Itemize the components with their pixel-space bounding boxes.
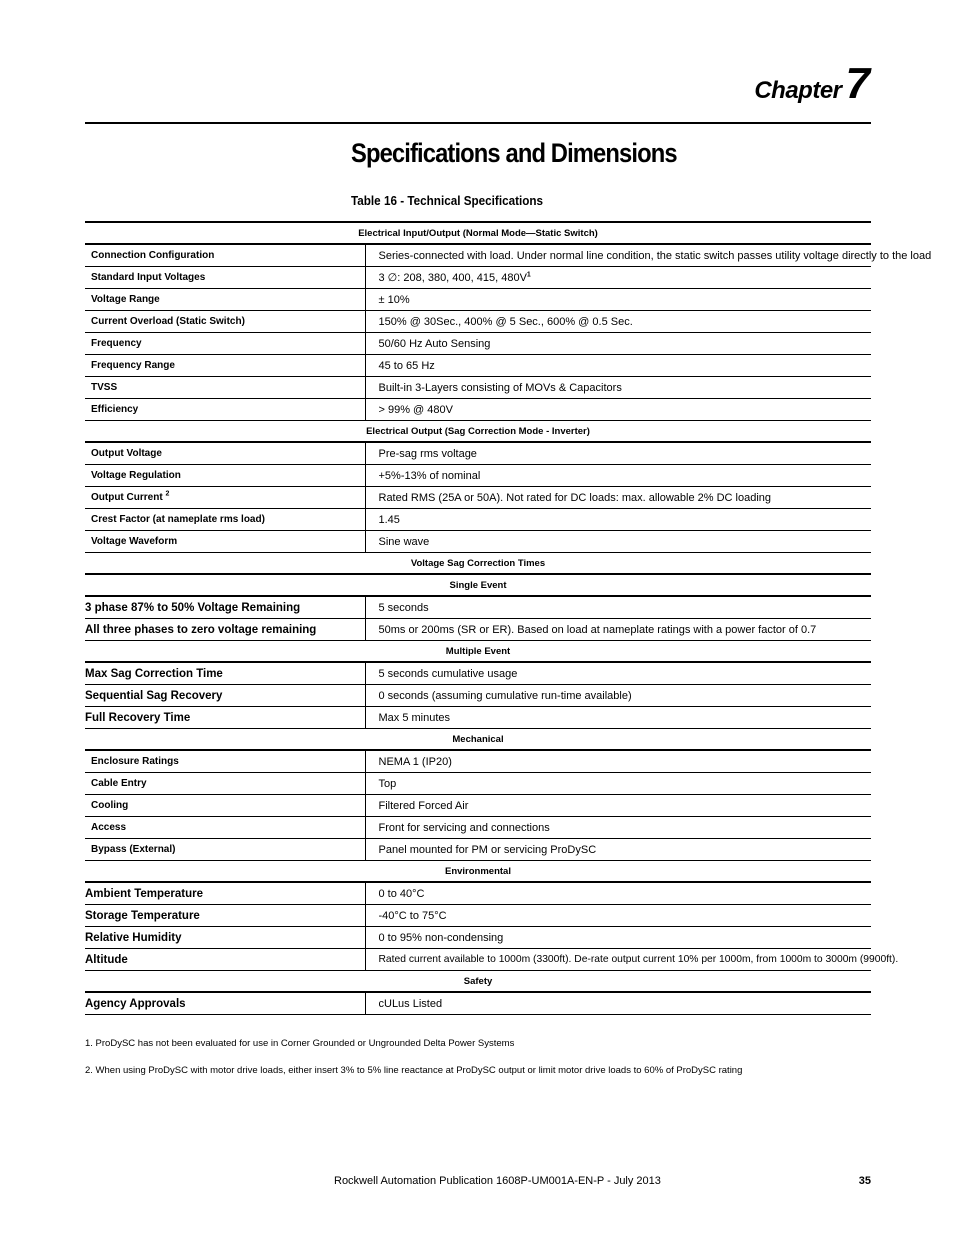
spec-value: Pre-sag rms voltage	[365, 442, 871, 465]
spec-value: Sine wave	[365, 531, 871, 553]
spec-value: 45 to 65 Hz	[365, 355, 871, 377]
publication-info: Rockwell Automation Publication 1608P-UM001A-EN-P - July 2013	[334, 1175, 661, 1187]
spec-label: All three phases to zero voltage remaining	[85, 619, 365, 641]
spec-value-cell	[365, 267, 871, 289]
section-header	[85, 729, 871, 751]
spec-label: Max Sag Correction Time	[85, 662, 365, 685]
spec-label: Sequential Sag Recovery	[85, 685, 365, 707]
spec-label: 3 phase 87% to 50% Voltage Remaining	[85, 596, 365, 619]
table-row	[85, 311, 871, 333]
chapter-number: 7	[845, 59, 870, 108]
spec-value: 0 to 40°C	[365, 882, 871, 905]
spec-value: cULus Listed	[365, 992, 871, 1015]
spec-label: Voltage Regulation	[85, 465, 365, 487]
spec-label: Bypass (External)	[85, 839, 365, 861]
table-row	[85, 596, 871, 619]
table-row	[85, 992, 871, 1015]
table-row	[85, 839, 871, 861]
table-row	[85, 399, 871, 421]
spec-label: Ambient Temperature	[85, 882, 365, 905]
spec-value: Top	[365, 773, 871, 795]
spec-label: Full Recovery Time	[85, 707, 365, 729]
section-heading: Mechanical	[85, 729, 871, 751]
table-row	[85, 817, 871, 839]
table-row	[85, 927, 871, 949]
section-heading: Electrical Output (Sag Correction Mode - Inverter)	[85, 421, 871, 443]
chapter-word: Chapter	[754, 77, 842, 104]
spec-label: Output Voltage	[85, 442, 365, 465]
spec-label: Efficiency	[85, 399, 365, 421]
footnote: 2. When using ProDySC with motor drive loads, either insert 3% to 5% line reactance at ProDySC output or limit motor drive loads to 60% of ProDySC rating	[85, 1065, 743, 1076]
spec-value: Filtered Forced Air	[365, 795, 871, 817]
spec-label: Access	[85, 817, 365, 839]
spec-label: Frequency	[85, 333, 365, 355]
table-row	[85, 487, 871, 509]
spec-value: 0 seconds (assuming cumulative run-time available)	[365, 685, 871, 707]
section-header	[85, 861, 871, 883]
table-row	[85, 289, 871, 311]
spec-value: Built-in 3-Layers consisting of MOVs & Capacitors	[365, 377, 871, 399]
table-row	[85, 949, 871, 971]
spec-value: -40°C to 75°C	[365, 905, 871, 927]
spec-value: Series-connected with load. Under normal line condition, the static switch passes utility voltage directly to the load	[365, 244, 871, 267]
spec-label: Cooling	[85, 795, 365, 817]
table-row	[85, 355, 871, 377]
spec-value: 0 to 95% non-condensing	[365, 927, 871, 949]
section-heading: Safety	[85, 971, 871, 993]
spec-label: Storage Temperature	[85, 905, 365, 927]
table-row	[85, 662, 871, 685]
table-row	[85, 685, 871, 707]
table-row	[85, 333, 871, 355]
section-header	[85, 222, 871, 244]
spec-label: Agency Approvals	[85, 992, 365, 1015]
section-heading: Multiple Event	[85, 641, 871, 663]
specifications-table	[85, 221, 932, 1015]
header-rule	[85, 122, 871, 124]
spec-value: 150% @ 30Sec., 400% @ 5 Sec., 600% @ 0.5 Sec.	[365, 311, 871, 333]
spec-label: Connection Configuration	[85, 244, 365, 267]
table-row	[85, 509, 871, 531]
page-footer	[0, 1175, 871, 1191]
section-header	[85, 574, 871, 596]
page-title: Specifications and Dimensions	[351, 138, 677, 168]
section-header	[85, 553, 871, 575]
table-row	[85, 267, 871, 289]
spec-value: 50ms or 200ms (SR or ER). Based on load at nameplate ratings with a power factor of 0.7	[365, 619, 871, 641]
spec-label: Cable Entry	[85, 773, 365, 795]
section-heading: Electrical Input/Output (Normal Mode—Static Switch)	[85, 222, 871, 244]
footnote-ref: 1	[526, 271, 531, 279]
section-heading: Voltage Sag Correction Times	[85, 553, 871, 575]
spec-label: Relative Humidity	[85, 927, 365, 949]
table-row	[85, 882, 871, 905]
spec-label: Enclosure Ratings	[85, 750, 365, 773]
spec-value: 5 seconds	[365, 596, 871, 619]
chapter-heading	[754, 59, 870, 108]
table-row	[85, 750, 871, 773]
spec-value: NEMA 1 (IP20)	[365, 750, 871, 773]
spec-label: Crest Factor (at nameplate rms load)	[85, 509, 365, 531]
spec-value: > 99% @ 480V	[365, 399, 871, 421]
footnote: 1. ProDySC has not been evaluated for use in Corner Grounded or Ungrounded Delta Power Systems	[85, 1038, 515, 1049]
footnote-ref: 2	[165, 490, 170, 498]
section-heading: Single Event	[85, 574, 871, 596]
table-row	[85, 905, 871, 927]
table-row	[85, 795, 871, 817]
table-row	[85, 465, 871, 487]
spec-value: +5%-13% of nominal	[365, 465, 871, 487]
section-header	[85, 421, 871, 443]
spec-value: Panel mounted for PM or servicing ProDySC	[365, 839, 871, 861]
spec-label-cell	[85, 487, 365, 509]
section-header	[85, 641, 871, 663]
spec-label: Altitude	[85, 949, 365, 971]
table-row	[85, 442, 871, 465]
spec-value: Max 5 minutes	[365, 707, 871, 729]
table-caption: Table 16 - Technical Specifications	[351, 193, 544, 208]
table-row	[85, 707, 871, 729]
table-row	[85, 619, 871, 641]
spec-value: 50/60 Hz Auto Sensing	[365, 333, 871, 355]
spec-label: Frequency Range	[85, 355, 365, 377]
spec-value: 3 ∅: 208, 380, 400, 415, 480V	[378, 272, 527, 284]
section-heading: Environmental	[85, 861, 871, 883]
spec-label: Voltage Waveform	[85, 531, 365, 553]
table-row	[85, 531, 871, 553]
spec-value: Rated RMS (25A or 50A). Not rated for DC loads: max. allowable 2% DC loading	[365, 487, 871, 509]
spec-label: Standard Input Voltages	[85, 267, 365, 289]
table-row	[85, 377, 871, 399]
spec-value: 1.45	[365, 509, 871, 531]
spec-value: 5 seconds cumulative usage	[365, 662, 871, 685]
spec-label: Current Overload (Static Switch)	[85, 311, 365, 333]
table-row	[85, 244, 871, 267]
section-header	[85, 971, 871, 993]
spec-value: Front for servicing and connections	[365, 817, 871, 839]
page-number: 35	[858, 1175, 871, 1187]
spec-label: TVSS	[85, 377, 365, 399]
spec-label: Voltage Range	[85, 289, 365, 311]
spec-value: ± 10%	[365, 289, 871, 311]
table-row	[85, 773, 871, 795]
footnotes	[85, 1038, 742, 1092]
spec-label: Output Current	[91, 492, 163, 503]
spec-value: Rated current available to 1000m (3300ft). De-rate output current 10% per 1000m, from 1000m to 3000m (9900ft).	[365, 949, 871, 971]
